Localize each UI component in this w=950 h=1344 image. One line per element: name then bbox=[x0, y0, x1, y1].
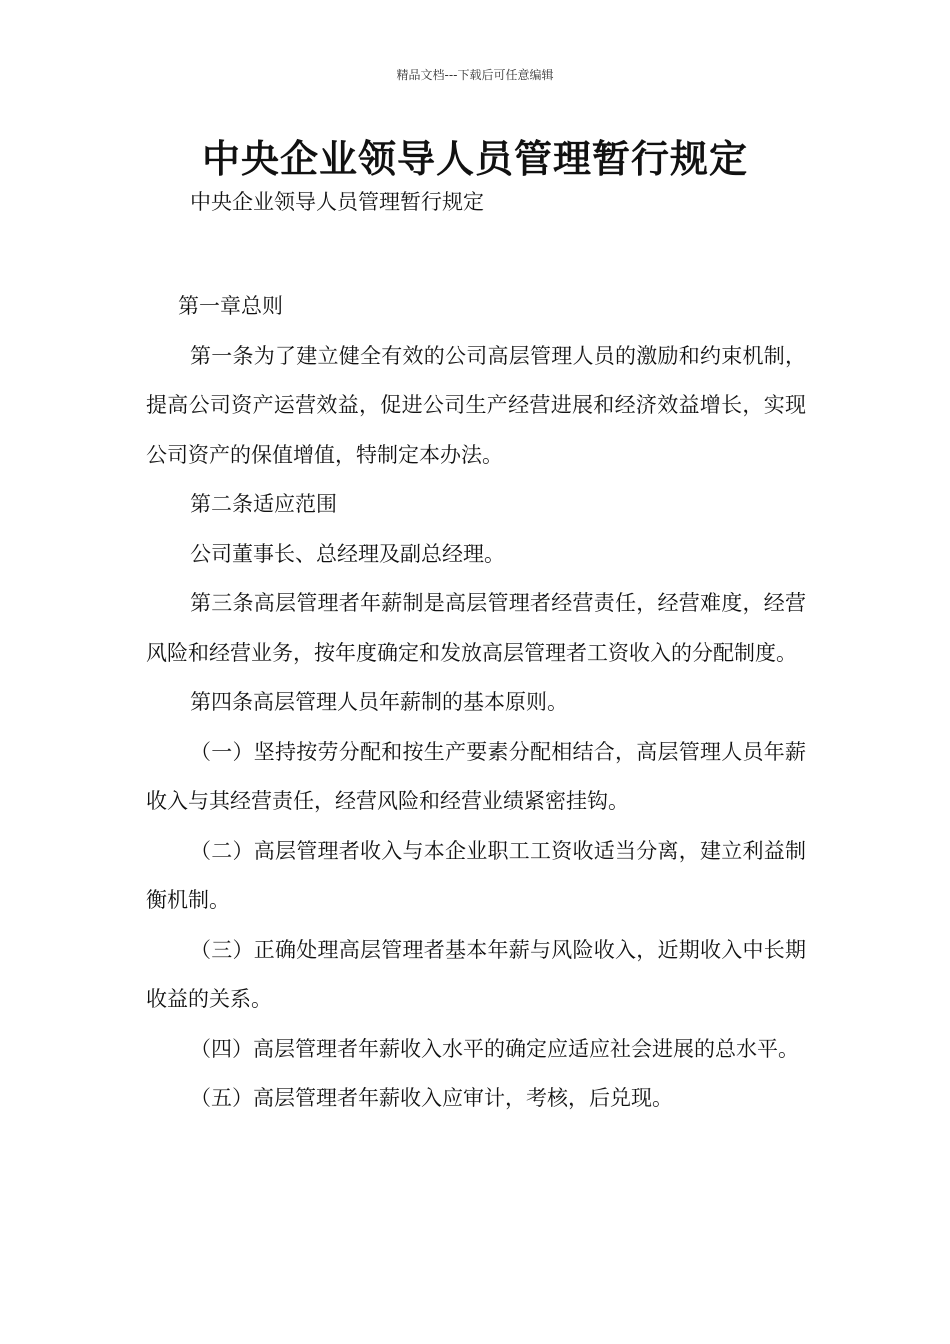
article-2-scope: 公司董事长、总经理及副总经理。 bbox=[190, 541, 505, 566]
article-4-heading: 第四条高层管理人员年薪制的基本原则。 bbox=[190, 690, 568, 714]
principle-1: （一）坚持按劳分配和按生产要素分配相结合，高层管理人员年薪收入与其经营责任，经营风险和经营业绩紧密挂钩。 bbox=[146, 739, 806, 813]
document-subtitle: 中央企业领导人员管理暂行规定 bbox=[190, 190, 484, 214]
chapter-heading: 第一章总则 bbox=[178, 294, 283, 318]
document-body bbox=[146, 282, 806, 1124]
article-3: 第三条高层管理者年薪制是高层管理者经营责任，经营难度，经营风险和经营业务，按年度确定和发放高层管理者工资收入的分配制度。 bbox=[146, 591, 806, 665]
document-title: 中央企业领导人员管理暂行规定 bbox=[201, 137, 748, 181]
article-2-heading: 第二条适应范围 bbox=[190, 492, 337, 516]
principle-5: （五）高层管理者年薪收入应审计，考核，后兑现。 bbox=[190, 1086, 673, 1110]
header-note: 精品文档---下载后可任意编辑 bbox=[396, 68, 554, 82]
principle-4: （四）高层管理者年薪收入水平的确定应适应社会进展的总水平。 bbox=[190, 1036, 799, 1061]
principle-3: （三）正确处理高层管理者基本年薪与风险收入，近期收入中长期收益的关系。 bbox=[146, 937, 806, 1011]
principle-2: （二）高层管理者收入与本企业职工工资收适当分离，建立利益制衡机制。 bbox=[146, 838, 806, 912]
article-1: 第一条为了建立健全有效的公司高层管理人员的激励和约束机制，提高公司资产运营效益，促进公司生产经营进展和经济效益增长，实现公司资产的保值增值，特制定本办法。 bbox=[146, 343, 806, 467]
